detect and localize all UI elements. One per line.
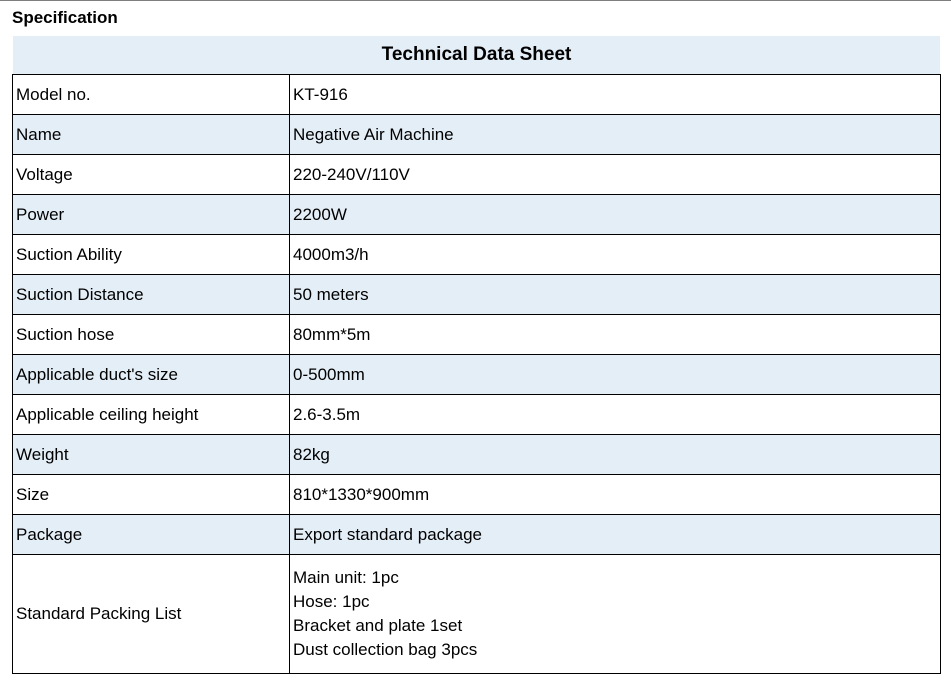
- row-value: 0-500mm: [290, 355, 941, 395]
- top-divider: [0, 0, 951, 1]
- table-row: [13, 75, 941, 115]
- packing-list-label: Standard Packing List: [13, 555, 290, 674]
- table-row: [13, 315, 941, 355]
- row-label: Model no.: [13, 75, 290, 115]
- row-label: Voltage: [13, 155, 290, 195]
- table-row: [13, 155, 941, 195]
- table-row: [13, 355, 941, 395]
- table-row: [13, 235, 941, 275]
- row-value: 2200W: [290, 195, 941, 235]
- row-value: 810*1330*900mm: [290, 475, 941, 515]
- table-row: [13, 475, 941, 515]
- row-label: Suction hose: [13, 315, 290, 355]
- table-row: [13, 515, 941, 555]
- table-row: [13, 275, 941, 315]
- row-label: Size: [13, 475, 290, 515]
- table-header-row: [13, 36, 941, 75]
- row-value: Negative Air Machine: [290, 115, 941, 155]
- row-value: 220-240V/110V: [290, 155, 941, 195]
- row-value: KT-916: [290, 75, 941, 115]
- packing-list-items: [293, 566, 940, 662]
- packing-list-item: Hose: 1pc: [293, 592, 370, 611]
- packing-list-item: Bracket and plate 1set: [293, 616, 463, 635]
- table-row: [13, 395, 941, 435]
- row-label: Suction Ability: [13, 235, 290, 275]
- row-label: Applicable duct's size: [13, 355, 290, 395]
- packing-list-item: Dust collection bag 3pcs: [293, 640, 478, 659]
- packing-list-row: [13, 555, 941, 674]
- technical-data-table: [12, 35, 941, 674]
- table-row: [13, 195, 941, 235]
- row-label: Suction Distance: [13, 275, 290, 315]
- section-title: Specification: [12, 8, 118, 27]
- row-label: Power: [13, 195, 290, 235]
- sheet-title: Technical Data Sheet: [13, 36, 941, 75]
- table-row: [13, 435, 941, 475]
- row-value: 82kg: [290, 435, 941, 475]
- row-label: Applicable ceiling height: [13, 395, 290, 435]
- row-value: Export standard package: [290, 515, 941, 555]
- row-value: 80mm*5m: [290, 315, 941, 355]
- packing-list-item: Main unit: 1pc: [293, 568, 399, 587]
- row-label: Package: [13, 515, 290, 555]
- row-label: Name: [13, 115, 290, 155]
- packing-list-value: [290, 555, 941, 674]
- table-row: [13, 115, 941, 155]
- row-label: Weight: [13, 435, 290, 475]
- row-value: 2.6-3.5m: [290, 395, 941, 435]
- row-value: 50 meters: [290, 275, 941, 315]
- row-value: 4000m3/h: [290, 235, 941, 275]
